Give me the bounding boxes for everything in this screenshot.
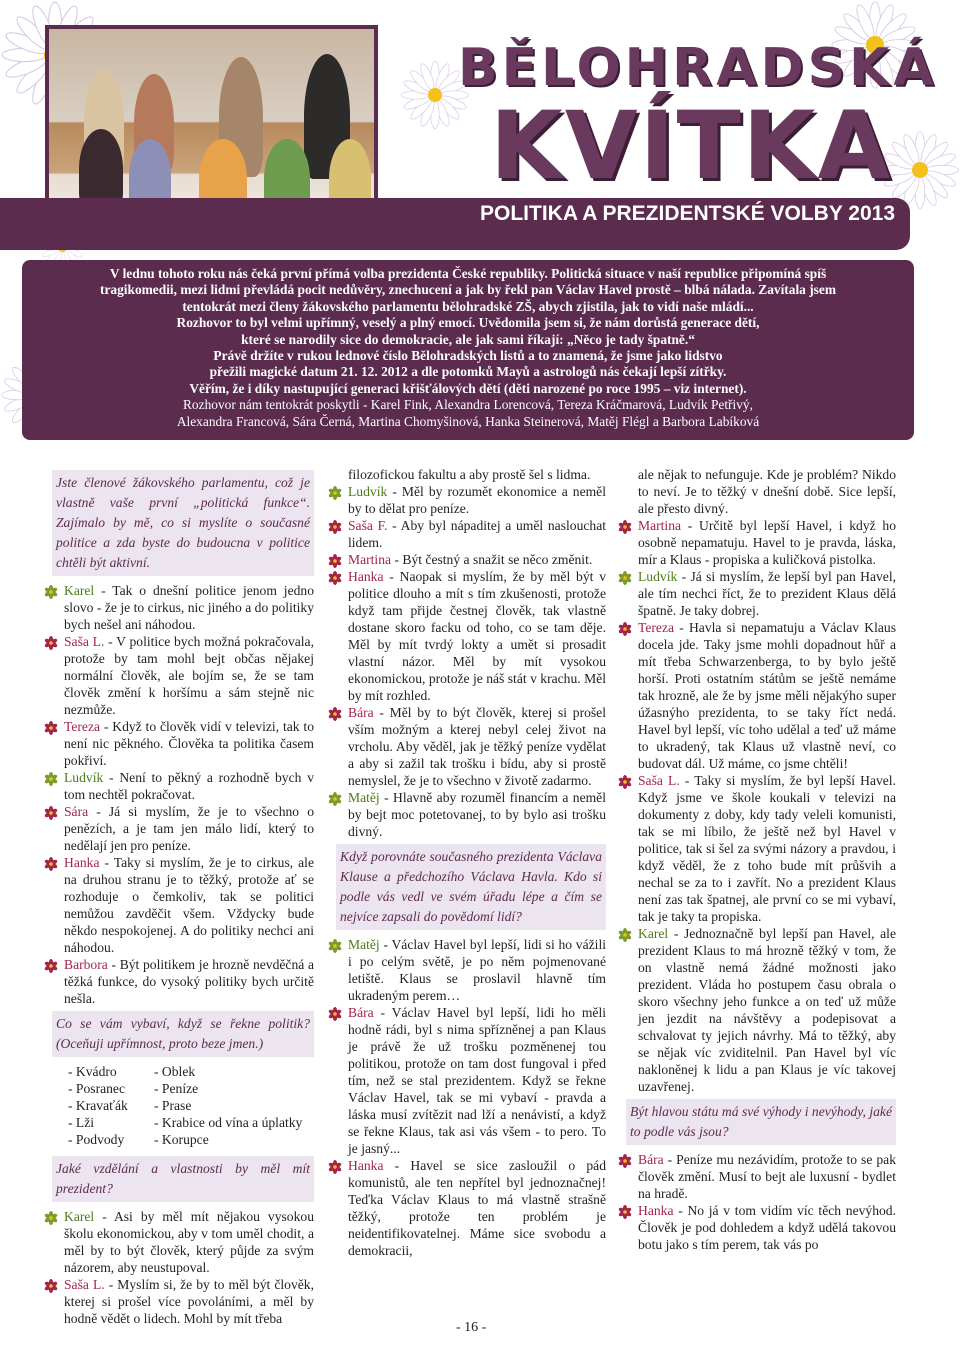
answer [626,772,896,925]
answer-text: - Asi by měl mít nějakou vysokou školu ekonomickou, aby v tom uměl chodit, a měl by to být člověk, který půjde za svým názorem, aby neustupoval. [64,1209,314,1275]
speaker-name: Barbora [64,957,108,972]
answer [626,517,896,568]
speaker-name: Tereza [638,620,675,635]
answer [52,1208,314,1276]
answer [52,718,314,769]
flower-bullet-icon [44,959,58,973]
flower-bullet-icon [44,1211,58,1225]
answer-text: - Měl by to být člověk, kterej si prošel vším možným a kterej nebyl celej život na vrcholu. Aby věděl, jak je těžký peníze vydělat a aby si zažil tak trošku i bídu, aby si prostě nemyslel, že je to všechno v životě zadarmo. [348,705,606,788]
speaker-name: Saša L. [638,773,680,788]
answer [52,956,314,1007]
intro-line: které se narodily sice do demokracie, ale jak sami říkají: „Něco je tady špatně.“ [241,331,695,347]
flower-bullet-icon [44,772,58,786]
answer [52,633,314,718]
flower-bullet-icon [44,806,58,820]
speaker-name: Saša L. [64,634,105,649]
speaker-name: Matěj [348,937,380,952]
speaker-name: Hanka [348,569,384,584]
speaker-name: Hanka [348,1158,384,1173]
answer-text: - Jednoznačně byl lepší pan Havel, ale prezident Klaus to má hrozně těžký v tom, že on vlastně nemá žádné možnosti jako prezident. Vláda ho postupem času obrala o skoro všechny jeho funkce a on teď už může jen jezdit na návštěvy a podepisovat a schvalovat ty jejich návrhy. Má to těžký, aby se nějak víc zviditelnil. Pan Havel byl víc nakloněnej k lidu a pan Klaus je víc takovej uzavřenej. [638,926,896,1094]
answer [626,1151,896,1202]
flower-bullet-icon [328,939,342,953]
intro-line: Rozhovor to byl velmi upřímný, veselý a plný emocí. Uvědomila jsem si, že nám dorůstá generace dětí, [176,315,760,331]
flower-bullet-icon [44,636,58,650]
list-item: - Prase [154,1098,192,1113]
subtitle: POLITIKA A PREZIDENTSKÉ VOLBY 2013 [480,202,896,225]
answer-text: - Myslím si, že by to měl být člověk, kterej si prošel více povoláními, a měl by hodně vědět o lidech. Mohl by mít třeba [64,1277,314,1326]
answer-text: - Taky si myslím, že byl lepší Havel. Když jsme ve škole koukali v televizi na dokumenty z doby, kdy tady veleli komunisti, tak se mi líbilo, že ještě než byl Havel v politice, tak si šel za svými názory a pravdou, i když věděl, že z toho bude mít průšvih a nechal se za to i zavřít. No a prezident Klaus není zas tak špatnej, ale první co se mi vybaví, tak je taky ta propiska. [638,773,896,924]
column-2 [336,466,606,1259]
flower-bullet-icon [328,486,342,500]
list-item: - Kvádro [68,1064,117,1079]
answer-text: - Měl by rozumět ekonomice a neměl by to dělat pro peníze. [348,484,606,516]
speaker-name: Ludvík [348,484,388,499]
flower-bullet-icon [618,520,632,534]
answer-text: - Tak o dnešní politice jenom jedno slovo - že je to cirkus, nic jiného a do politiky bych nešel ani náhodou. [64,583,314,632]
column-3 [626,466,896,1253]
intro-line: Věřím, že i díky nastupující generaci křišťálových dětí (děti narozené po roce 1995 – viz internet). [189,380,747,396]
speaker-name: Tereza [64,719,101,734]
intro-line: V lednu tohoto roku nás čeká první přímá volba prezidenta České republiky. Politická situace v naší republice připomíná spíš [109,266,827,281]
list-item: - Lži [68,1115,95,1130]
answer [336,1157,606,1259]
answer-text: - V politice bych možná pokračovala, protože by tam mohl bejt občas nějakej normální člověk, ale bojím se, že se tam člověk změní k horšímu a sám stejně nic nezmůže. [64,634,314,717]
answer [52,769,314,803]
flower-bullet-icon [328,707,342,721]
list-item: - Korupce [154,1132,209,1147]
speaker-name: Hanka [64,855,100,870]
answer [626,1202,896,1253]
speaker-name: Saša F. [348,518,388,533]
answer [336,551,606,568]
flower-bullet-icon [328,1160,342,1174]
flower-bullet-icon [44,857,58,871]
answer [626,568,896,619]
answer-text: - Hlavně aby rozuměl financím a neměl by bejt moc potetovanej, to by bylo asi trošku divný. [348,790,606,839]
answer-text: - Naopak si myslím, že by měl být v politice dlouho a mít s tím zkušenosti, protože když tam přijde čestnej člověk, tak vlastně dostane skoro facku od toho, co se tam děje. Měl by mít tvrdý lokty a umět si prosadit vlastní názor. Měl by mít vysokou ekonomickou, protože je náš stát v krachu. Měl by mít rozhled. [348,569,606,703]
list-item: - Oblek [154,1064,196,1079]
question-box: Jste členové žákovského parlamentu, což je vlastně vaše první „politická funkce“. Zajímalo by mě, co si myslíte o současné politice a zda byste do budoucna v politice chtěli být aktivní. [52,470,314,576]
flower-bullet-icon [618,622,632,636]
flower-bullet-icon [328,1007,342,1021]
answer-text: - Václav Havel byl lepší, lidi si ho vážili i po celým světě, je po něm pojmenované letiště. Klaus se proslavil hlavně tím ukradeným perem… [348,937,606,1003]
answer-text: - Havel se sice zasloužil o pád komunistů, ale ten nepřítel byl jednoznačnej! Teďka Václav Klaus to má vlastně strašně těžký, protože ten problém je neidentifikovatelnej. Máme sice svobodu a demokracii, [348,1158,606,1258]
answer [52,582,314,633]
answer-text: - Není to pěkný a rozhodně bych v tom nechtěl pokračovat. [64,770,314,802]
speaker-name: Matěj [348,790,380,805]
flower-bullet-icon [618,571,632,585]
answer-text: - Taky si myslím, že je to cirkus, ale na druhou stranu je to těžký, protože ať se rozhoduje o čemkoliv, tak se politici nemůžou zavděčit všem. Vždycky bude někdo nespokojenej. A do politiky nechci ani náhodou. [64,855,314,955]
answer-list [626,1151,896,1253]
answer-text: - Havla si nepamatuju a Václav Klaus docela jde. Taky jsme mohli dopadnout hůř a mít třeba Schwarzenberga, to by bylo ještě horší. Proti ostatním státům se ještě nemáme tak hrozně, ale že by jsme měli nějakýho super úžasnýho prezidenta, to se taky říct nedá. Havel byl lepší, víc toho udělal a teď už máme to ukradený, tak Klaus už vlastně neví, co budovat dál. Už máme, co jsme chtěli! [638,620,896,771]
flower-bullet-icon [328,792,342,806]
intro-line: tentokrát mezi členy žákovského parlamentu bělohradské ZŠ, abych zjistila, jak to vidí naše mládí... [182,298,754,314]
answer [336,483,606,517]
intro-box [22,260,914,440]
answer-text: - No já v tom vidím víc těch nevýhod. Člověk je pod dohledem a když udělá takovou botu jako s tím perem, tak vás po [638,1203,896,1252]
intro-line: Rozhovor nám tentokrát poskytli - Karel Fink, Alexandra Lorencová, Tereza Kráčmarová, Ludvík Petřivý, [183,397,753,413]
answer [336,517,606,551]
title-main: KVÍTKA [490,92,893,201]
question-box: Jaké vzdělání a vlastnosti by měl mít prezident? [52,1156,314,1202]
flower-bullet-icon [44,585,58,599]
answer-text: - Být čestný a snažit se něco změnit. [391,552,593,567]
flower-bullet-icon [328,571,342,585]
answer-text: - Být politikem je hrozně nevděčná a těžká funkce, do vysoký politiky bych určitě nešla. [64,957,314,1006]
answer [336,704,606,789]
list-item: - Peníze [154,1081,199,1096]
question-box: Co se vám vybaví, když se řekne politik? (Oceňuji upřímnost, proto beze jmen.) [52,1011,314,1057]
association-list [52,1063,314,1148]
answer [626,925,896,1095]
answer-text: - Václav Havel byl lepší, lidi ho měli hodně rádi, byl s nima spřízněnej a pan Klaus je právě že už trošku pozměnenej tou politikou, protože on tam dost fungoval i před tím, než se stal prezidentem. Když se řekne Václav Havel, tak se mi vybaví - pravda a láska musí zvítězit nad lží a nenávistí, a když se řekne Klaus, tak asi vás všem - to pero. To je jasný... [348,1005,606,1156]
flower-bullet-icon [44,721,58,735]
speaker-name: Martina [348,552,392,567]
flower-bullet-icon [618,1205,632,1219]
answer [336,936,606,1004]
question-box: Když porovnáte současného prezidenta Václava Klause a předchozího Václava Havla. Kdo si podle vás vedl ve svém úřadu lépe a čím se nejvíce zapsali do povědomí lidí? [336,844,606,930]
flower-bullet-icon [618,928,632,942]
flower-bullet-icon [328,520,342,534]
answer-text: - Já si myslím, že je to všechno o penězích, a je tam jen málo lidí, který to nedělají jen pro peníze. [64,804,314,853]
list-item: - Posranec [68,1081,125,1096]
answer [336,789,606,840]
answer-list [336,483,606,840]
speaker-name: Ludvík [64,770,104,785]
speaker-name: Sára [64,804,89,819]
speaker-name: Martina [638,518,682,533]
answer-list [52,1208,314,1327]
column-1 [52,466,314,1327]
speaker-name: Bára [348,705,374,720]
speaker-name: Karel [638,926,669,941]
list-item: - Podvody [68,1132,125,1147]
answer-text: - Peníze mu nezávidím, protože to se pak člověk změní. Musí to bejt ale luxusní - bydlet na hradě. [638,1152,896,1201]
answer-list [336,936,606,1259]
answer [336,568,606,704]
list-item: - Kravaťák [68,1098,128,1113]
answer [626,619,896,772]
answer-text: - Já si myslím, že lepší byl pan Havel, ale tím nechci říct, že to prezident Klaus dělá špatně. Je taky dobrej. [638,569,896,618]
intro-line: tragikomedii, mezi lidmi převládá pocit nedůvěry, znechucení a jak by řekl pan Václav Havel prostě – blbá nálada. Zavítala jsem [100,282,836,298]
speaker-name: Karel [64,583,95,598]
flower-bullet-icon [44,1279,58,1293]
answer [336,1004,606,1157]
speaker-name: Bára [348,1005,374,1020]
speaker-name: Ludvík [638,569,678,584]
question-box: Být hlavou státu má své výhody i nevýhody, jaké to podle vás jsou? [626,1099,896,1145]
answer-text: - Když to člověk vidí v televizi, tak to není nic pěkného. Člověka ta politika časem pokřiví. [64,719,314,768]
intro-line: Právě držíte v rukou lednové číslo Bělohradských listů a to znamená, že jsme jako lidstvo [213,348,723,364]
answer [52,1276,314,1327]
page-number: - 16 - [456,1320,487,1335]
answer-text: - Aby byl nápaditej a uměl naslouchat lidem. [348,518,607,550]
speaker-name: Karel [64,1209,95,1224]
speaker-name: Hanka [638,1203,674,1218]
intro-line: Alexandra Francová, Sára Černá, Martina Chomyšinová, Hanka Steinerová, Matěj Flégl a Barbora Labíková [176,413,760,429]
intro-line: přežili magické datum 21. 12. 2012 a dle potomků Mayů a astrologů nás čekají lepší zítřky. [209,364,727,380]
answer-list [626,517,896,1095]
flower-bullet-icon [618,1154,632,1168]
answer [52,803,314,854]
answer-text: - Určitě byl lepší Havel, i když ho osobně nepamatuju. Havel to je pravda, láska, mír a Klaus - propiska a kuličková pistolka. [638,518,896,567]
speaker-name: Saša L. [64,1277,105,1292]
continued-text: filozofickou fakultu a aby prostě šel s lidma. [348,467,591,482]
title-top: BĚLOHRADSKÁ [458,38,938,98]
answer [52,854,314,956]
answer-list [52,582,314,1007]
flower-bullet-icon [328,554,342,568]
continued-text: ale nějak to nefunguje. Kde je problém? Nikdo to neví. Je to těžký v dnešní době. Sice lepší, ale přesto divný. [638,467,896,516]
header-banner-left [0,198,430,250]
speaker-name: Bára [638,1152,664,1167]
flower-bullet-icon [618,775,632,789]
list-item: - Krabice od vína a úplatky [154,1115,303,1130]
